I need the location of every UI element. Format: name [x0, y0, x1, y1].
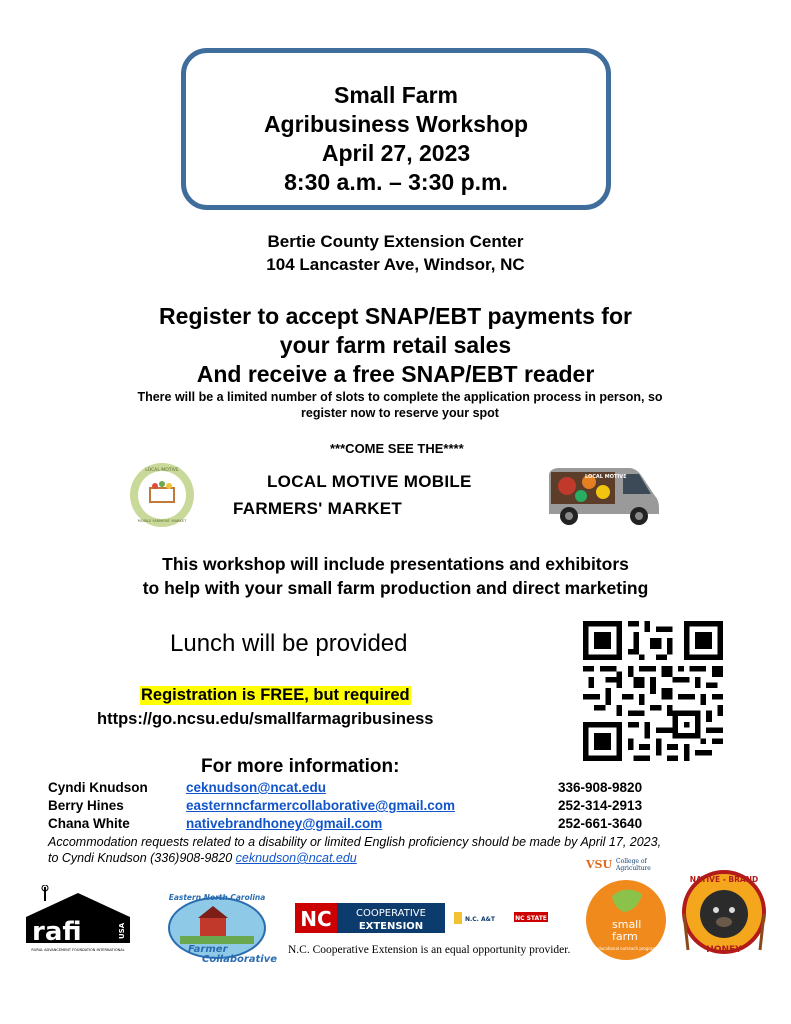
- limited-note-line-2: register now to reserve your spot: [301, 406, 499, 420]
- limited-slots-note: [70, 389, 730, 421]
- accommodation-line-1: Accommodation requests related to a disability or limited English proficiency should be made by April 17, 2023,: [48, 835, 662, 849]
- qr-code-image[interactable]: [583, 621, 723, 761]
- venue-name: Bertie County Extension Center: [267, 232, 524, 251]
- encfc-farmer-text: Farmer: [188, 944, 228, 955]
- accommodation-text: to Cyndi Knudson (336)908-9820: [48, 851, 236, 865]
- vsu-text: VSU: [586, 858, 613, 871]
- van-text: LOCAL MOTIVE: [585, 474, 627, 480]
- native-brand-honey-logo: [680, 866, 768, 962]
- rafi-text: rafi: [32, 917, 82, 947]
- contact-phone: 336-908-9820: [558, 780, 643, 795]
- small-text: small: [612, 918, 642, 931]
- encfc-top-text: Eastern North Carolina: [168, 893, 266, 902]
- snap-line-3: And receive a free SNAP/EBT reader: [196, 361, 595, 387]
- small-farm-program-text: educational outreach program: [595, 946, 657, 951]
- local-motive-logo: [129, 462, 195, 528]
- logo-subtext: MOBILE FARMERS' MARKET: [137, 519, 187, 523]
- vsu-small-farm-logo: [582, 856, 672, 964]
- contact-email-link[interactable]: easternncfarmercollaborative@gmail.com: [186, 798, 456, 813]
- farmer-collaborative-logo: [154, 890, 280, 964]
- venue-address: 104 Lancaster Ave, Windsor, NC: [266, 255, 525, 274]
- equal-opportunity-text: N.C. Cooperative Extension is an equal opportunity provider.: [288, 944, 571, 956]
- contact-row: [48, 780, 748, 799]
- contact-email-link[interactable]: nativebrandhoney@gmail.com: [186, 816, 383, 831]
- honey-text: HONEY: [706, 945, 742, 955]
- ncat-text: N.C. A&T: [464, 916, 496, 923]
- title-box: [181, 48, 611, 210]
- registration-url[interactable]: https://go.ncsu.edu/smallfarmagribusiness: [97, 710, 434, 728]
- rafi-subtext: RURAL ADVANCEMENT FOUNDATION INTERNATIONAL: [31, 948, 125, 952]
- nc-cooperative-extension-logo: [295, 903, 445, 933]
- vsu-agriculture-text: Agriculture: [616, 865, 651, 872]
- vsu-college-text: College of: [616, 858, 647, 865]
- venue: [0, 230, 791, 276]
- nc-text: NC: [300, 907, 332, 931]
- workshop-description: [0, 552, 791, 600]
- encfc-collaborative-text: Collaborative: [202, 954, 278, 964]
- come-see-text: ***COME SEE THE****: [330, 441, 464, 456]
- event-date: April 27, 2023: [321, 140, 471, 166]
- snap-section: [0, 302, 791, 389]
- rafi-usa-text: USA: [118, 922, 126, 939]
- registration-free: Registration is FREE, but required: [141, 686, 410, 704]
- nc-at-logo: [450, 904, 498, 932]
- ncstate-text: NC STATE: [515, 915, 547, 922]
- market-name-line-1: LOCAL MOTIVE MOBILE: [267, 472, 472, 491]
- rafi-logo: [22, 885, 134, 955]
- market-name-line-2: FARMERS' MARKET: [233, 499, 403, 518]
- contact-name: Chana White: [48, 816, 130, 831]
- more-info-heading: For more information:: [201, 756, 400, 777]
- contact-row: [48, 816, 748, 835]
- logo-text: LOCAL MOTIVE: [145, 468, 179, 473]
- nc-state-logo: [508, 904, 554, 932]
- contact-phone: 252-314-2913: [558, 798, 643, 813]
- contact-name: Cyndi Knudson: [48, 780, 148, 795]
- event-time: 8:30 a.m. – 3:30 p.m.: [284, 169, 508, 195]
- title-line-1: Small Farm: [334, 82, 458, 108]
- contact-phone: 252-661-3640: [558, 816, 643, 831]
- workshop-line-1: This workshop will include presentations and exhibitors: [162, 554, 629, 574]
- lunch-provided: Lunch will be provided: [170, 630, 408, 657]
- limited-note-line-1: There will be a limited number of slots to complete the application process in person, so: [137, 390, 663, 404]
- farm-text: farm: [612, 930, 638, 943]
- contact-email-link[interactable]: ceknudson@ncat.edu: [186, 780, 326, 795]
- contact-name: Berry Hines: [48, 798, 124, 813]
- market-van-image: [545, 464, 661, 528]
- workshop-line-2: to help with your small farm production and direct marketing: [142, 578, 649, 598]
- accommodation-email-link[interactable]: ceknudson@ncat.edu: [235, 851, 357, 865]
- contact-row: [48, 798, 748, 817]
- snap-line-2: your farm retail sales: [279, 332, 512, 358]
- honey-top-text: NATIVE - BRAND: [689, 875, 759, 884]
- snap-line-1: Register to accept SNAP/EBT payments for: [159, 303, 632, 329]
- title-line-2: Agribusiness Workshop: [263, 111, 529, 137]
- extension-text: EXTENSION: [358, 921, 424, 932]
- cooperative-text: COOPERATIVE: [356, 908, 426, 919]
